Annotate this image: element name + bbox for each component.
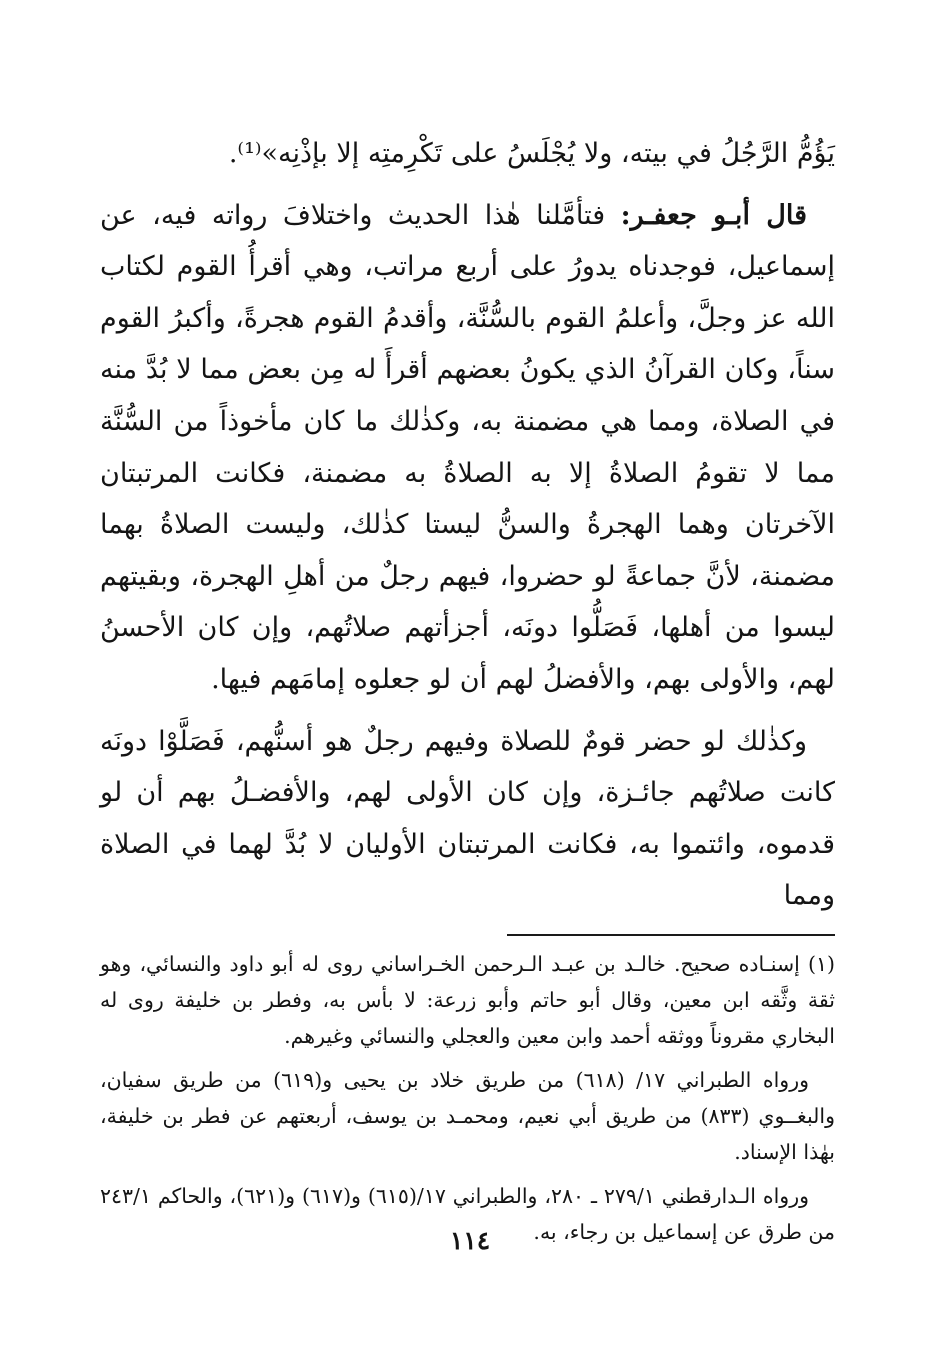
footnote-1-paragraph-3: ورواه الـدارقطني ٢٧٩/١ ـ ٢٨٠، والطبراني ١٧/(٦١٥) و(٦١٧) و(٦٢١)، والحاكم ٢٤٣/١ من طرق عن إسماعيل بن رجاء، به. (100, 1183, 835, 1244)
page-body (100, 128, 835, 1250)
page-number: ١١٤ (449, 1226, 491, 1255)
paragraph-3: وكذٰلك لو حضر قومٌ للصلاة وفيهم رجلٌ هو أسنُّهم، فَصَلَّوْا دونَه كانت صلاتُهم جائـزة، وإن كان الأولى لهم، والأفضـلُ بهم أن لو قدموه، وائتموا به، فكانت المرتبتان الأوليان لا بُدَّ لهما في الصلاة ومما (100, 725, 835, 912)
main-text (100, 128, 835, 922)
footnotes (100, 946, 835, 1250)
footnote-1-paragraph-2: ورواه الطبراني ١٧/ (٦١٨) من طريق خلاد بن يحيى و(٦١٩) من طريق سفيان، والبغــوي (٨٣٣) من طريق أبي نعيم، ومحمـد بن يوسف، أربعتهم عن فطر بن خليفة، بهٰذا الإسناد. (100, 1067, 835, 1164)
footnote-divider (507, 934, 835, 936)
paragraph-2 (100, 190, 835, 706)
footnote-1-paragraph-1: (١) إسنـاده صحيح. خالـد بن عبـد الـرحمن الخـراساني روى له أبو داود والنسائي، وهو ثقة وثَّقه ابن معين، وقال أبو حاتم وأبو زرعة: لا بأس به، وفطر بن خليفة روى له البخاري مقروناً ووثقه أحمد وابن معين والعجلي والنسائي وغيرهم. (100, 951, 835, 1048)
paragraph-1: يَؤُمُّ الرَّجُلُ في بيته، ولا يُجْلَسُ على تَكْرِمتِه إلا بإذْنِه»⁽¹⁾. (228, 138, 835, 169)
paragraph-2-text: فتأمَّلنا هٰذا الحديث واختلافَ رواته فيه، عن إسماعيل، فوجدناه يدورُ على أربع مراتب، وهي أقرأُ القوم لكتاب الله عز وجلَّ، وأعلمُ القوم بالسُّنَّة، وأقدمُ القوم هجرةً، وأكبرُ القوم سناً، وكان القرآنُ الذي يكونُ بعضهم أقرأَ له مِن بعض مما لا بُدَّ منه في الصلاة، ومما هي مضمنة به، وكذٰلك ما كان مأخوذاً من السُّنَّة مما لا تقومُ الصلاةُ إلا به الصلاةُ به مضمنة، فكانت المرتبتان الآخرتان وهما الهجرةُ والسنُّ ليستا كذٰلك، وليست الصلاةُ بهما مضمنة، لأنَّ جماعةً لو حضروا، فيهم رجلٌ من أهلِ الهجرة، وبقيتهم ليسوا من أهلها، فَصَلُّوا دونَه، أجزأتهم صلاتُهم، وإن كان الأحسنُ لهم، والأولى بهم، والأفضلُ لهم أن لو جعلوه إمامَهم فيها. (100, 199, 835, 695)
speaker-label: قال أبـو جعفـر: (620, 199, 807, 231)
